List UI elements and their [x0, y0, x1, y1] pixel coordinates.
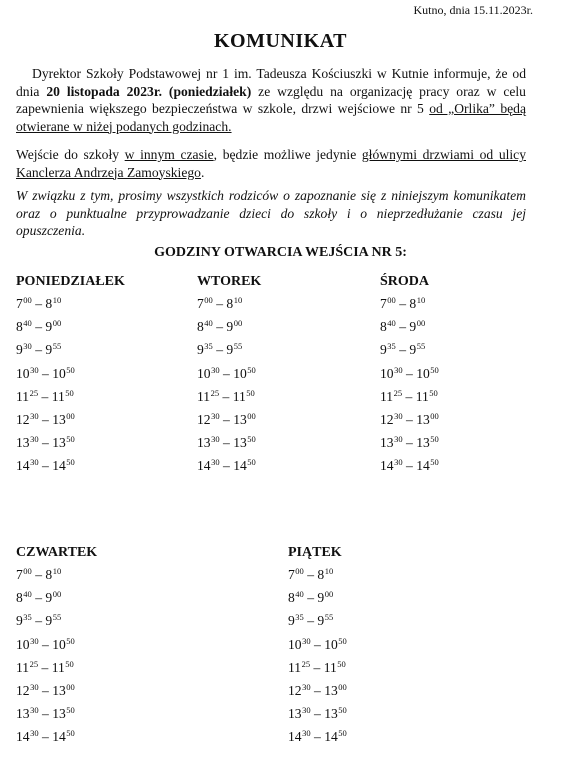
time-dash: –: [31, 319, 46, 335]
end-minute: 00: [52, 589, 62, 600]
end-hour: 8: [45, 296, 53, 311]
end-hour: 8: [409, 296, 417, 311]
time-dash: –: [395, 296, 410, 311]
end-minute: 00: [338, 681, 347, 692]
intro-text-underlined: od „Orlika” będą otwierane w niżej podanych godzinach.: [16, 101, 526, 134]
end-minute: 50: [66, 457, 75, 468]
time-dash: –: [38, 365, 53, 381]
end-hour: 13: [324, 682, 338, 698]
start-hour: 14: [197, 458, 211, 474]
day-column-thursday: [16, 545, 97, 751]
start-minute: 30: [302, 635, 311, 646]
start-minute: 30: [302, 681, 311, 692]
start-hour: 11: [288, 659, 302, 675]
end-minute: 00: [66, 681, 75, 692]
time-slot: [380, 387, 439, 410]
time-dash: –: [310, 706, 325, 722]
time-slot: [197, 410, 261, 433]
day-heading: CZWARTEK: [16, 545, 98, 560]
start-minute: 00: [204, 295, 213, 305]
end-hour: 10: [52, 365, 66, 381]
time-slot: [197, 294, 261, 317]
end-minute: 50: [338, 705, 347, 716]
end-hour: 13: [52, 435, 66, 451]
end-minute: 50: [66, 364, 75, 375]
time-dash: –: [38, 706, 53, 722]
time-slot: [380, 456, 439, 479]
time-slot: [16, 317, 125, 340]
start-hour: 12: [16, 682, 30, 698]
day-heading: ŚRODA: [380, 274, 430, 289]
entrance-text-other-time: w innym czasie: [124, 147, 214, 162]
time-slot: [380, 340, 439, 363]
end-hour: 11: [415, 388, 429, 404]
start-minute: 35: [295, 612, 304, 623]
day-heading: WTOREK: [197, 274, 262, 289]
start-minute: 25: [393, 387, 403, 398]
time-dash: –: [38, 636, 53, 652]
time-dash: –: [402, 435, 417, 451]
end-minute: 50: [338, 728, 347, 739]
start-minute: 30: [211, 364, 220, 375]
start-minute: 35: [204, 341, 213, 352]
time-dash: –: [31, 567, 46, 582]
end-minute: 50: [246, 387, 255, 398]
start-hour: 9: [197, 342, 204, 358]
time-dash: –: [310, 682, 325, 698]
start-minute: 30: [30, 457, 39, 468]
start-hour: 12: [380, 411, 394, 427]
start-hour: 10: [16, 636, 30, 652]
start-hour: 14: [288, 729, 302, 745]
start-minute: 30: [30, 728, 39, 739]
end-hour: 13: [52, 706, 66, 722]
end-hour: 14: [324, 729, 338, 745]
time-dash: –: [38, 729, 53, 745]
time-slot: [380, 410, 439, 433]
end-hour: 11: [232, 388, 246, 404]
time-slot: [288, 727, 347, 750]
time-slot: [16, 456, 125, 479]
start-hour: 9: [380, 342, 387, 358]
start-hour: 7: [16, 567, 23, 582]
time-slot: [197, 456, 261, 479]
start-minute: 25: [29, 658, 39, 669]
time-dash: –: [310, 729, 325, 745]
time-dash: –: [219, 458, 234, 474]
time-slot: [380, 294, 439, 317]
start-hour: 9: [288, 613, 295, 629]
end-hour: 13: [324, 706, 338, 722]
end-minute: 10: [416, 295, 426, 305]
start-minute: 30: [394, 364, 403, 375]
start-minute: 30: [302, 728, 311, 739]
end-minute: 10: [324, 566, 334, 576]
entrance-text-main-door: głównymi drzwiami od ulicy Kanclerza Andrzeja Zamoyskiego: [16, 147, 526, 180]
start-minute: 30: [30, 434, 39, 445]
intro-paragraph: [16, 65, 526, 135]
end-minute: 55: [324, 612, 334, 623]
time-slot: [16, 727, 97, 750]
time-slot: [288, 611, 347, 634]
time-slot: [380, 317, 439, 340]
time-dash: –: [219, 435, 234, 451]
end-hour: 14: [233, 458, 247, 474]
end-hour: 9: [45, 590, 53, 606]
end-minute: 50: [247, 364, 256, 375]
intro-text-a: Dyrektor Szkoły Podstawowej nr 1 im. Tadeusza Kościuszki w Kutnie informuje, że od dnia: [16, 66, 526, 99]
entrance-text-e: .: [200, 164, 205, 180]
start-hour: 12: [16, 411, 30, 427]
end-hour: 8: [317, 567, 325, 582]
time-slot: [16, 658, 97, 681]
time-dash: –: [310, 636, 325, 652]
day-column-friday: [288, 545, 347, 751]
time-slot: [16, 387, 125, 410]
time-slot: [16, 340, 125, 363]
start-hour: 8: [288, 590, 295, 606]
end-hour: 10: [324, 636, 338, 652]
time-dash: –: [395, 342, 410, 358]
end-minute: 50: [247, 457, 256, 468]
start-hour: 12: [288, 682, 302, 698]
start-minute: 30: [23, 341, 32, 352]
start-minute: 25: [210, 387, 220, 398]
end-hour: 13: [416, 435, 430, 451]
end-minute: 50: [430, 434, 439, 445]
day-column-monday: [16, 274, 125, 480]
end-minute: 50: [430, 364, 439, 375]
start-hour: 11: [16, 659, 30, 675]
end-minute: 50: [429, 387, 438, 398]
start-minute: 30: [30, 705, 39, 716]
end-minute: 00: [52, 318, 62, 329]
time-dash: –: [31, 590, 46, 606]
start-minute: 30: [394, 457, 403, 468]
start-minute: 00: [295, 566, 304, 576]
start-hour: 7: [197, 296, 204, 311]
page-title: KOMUNIKAT: [213, 30, 347, 52]
end-minute: 00: [430, 410, 439, 421]
end-hour: 14: [416, 458, 430, 474]
start-hour: 14: [380, 458, 394, 474]
start-minute: 30: [211, 410, 220, 421]
end-minute: 50: [247, 434, 256, 445]
start-hour: 9: [16, 342, 23, 358]
start-hour: 11: [380, 388, 394, 404]
start-hour: 11: [16, 388, 30, 404]
time-dash: –: [38, 411, 53, 427]
time-slot: [380, 433, 439, 456]
entrance-text-a: Wejście do szkoły: [16, 147, 125, 162]
time-dash: –: [212, 296, 227, 311]
day-column-tuesday: [197, 274, 261, 480]
time-dash: –: [402, 411, 417, 427]
start-date-bold: 20 listopada 2023r. (poniedziałek): [46, 83, 252, 99]
end-minute: 10: [233, 295, 243, 305]
start-minute: 25: [301, 658, 311, 669]
end-minute: 50: [337, 658, 346, 669]
time-dash: –: [303, 613, 318, 629]
time-dash: –: [38, 682, 53, 698]
time-slot: [197, 433, 261, 456]
end-minute: 10: [52, 566, 62, 576]
time-dash: –: [31, 342, 46, 358]
time-slot: [16, 410, 125, 433]
time-dash: –: [219, 388, 233, 404]
time-dash: –: [402, 458, 417, 474]
start-hour: 14: [16, 458, 30, 474]
start-hour: 13: [16, 706, 30, 722]
end-minute: 55: [52, 341, 62, 352]
end-minute: 50: [65, 658, 74, 669]
end-minute: 00: [233, 318, 243, 329]
end-hour: 10: [233, 365, 247, 381]
end-hour: 13: [416, 411, 430, 427]
start-minute: 30: [302, 705, 311, 716]
time-slot: [16, 364, 125, 387]
time-slot: [197, 317, 261, 340]
start-minute: 00: [387, 295, 396, 305]
time-dash: –: [303, 590, 318, 606]
day-column-wednesday: [380, 274, 439, 480]
time-dash: –: [310, 659, 324, 675]
start-minute: 40: [23, 318, 32, 329]
time-slot: [16, 588, 97, 611]
start-hour: 12: [197, 411, 211, 427]
end-hour: 13: [52, 411, 66, 427]
end-hour: 9: [317, 590, 325, 606]
end-minute: 50: [66, 434, 75, 445]
time-slot: [16, 294, 125, 317]
end-hour: 9: [45, 319, 53, 335]
time-slot: [197, 364, 261, 387]
start-minute: 40: [295, 589, 304, 600]
start-hour: 8: [197, 319, 204, 335]
day-heading: PIĄTEK: [288, 545, 342, 560]
end-hour: 9: [45, 342, 53, 358]
start-hour: 7: [16, 296, 23, 311]
time-slot: [197, 387, 261, 410]
start-minute: 30: [394, 434, 403, 445]
start-minute: 40: [387, 318, 396, 329]
end-hour: 9: [409, 319, 417, 335]
end-minute: 50: [66, 635, 75, 646]
request-paragraph: W związku z tym, prosimy wszystkich rodziców o zapoznanie się z niniejszym komunikatem oraz o punktualne przyprowadzanie dzieci do szkoły i o nieprzedłużanie czasu jej opuszczenia.: [16, 188, 526, 238]
end-minute: 55: [233, 341, 243, 352]
start-hour: 7: [288, 567, 295, 582]
start-hour: 8: [16, 319, 23, 335]
start-hour: 13: [288, 706, 302, 722]
end-hour: 14: [52, 729, 66, 745]
time-dash: –: [395, 319, 410, 335]
end-minute: 50: [65, 387, 74, 398]
end-hour: 10: [52, 636, 66, 652]
end-hour: 9: [226, 319, 234, 335]
time-slot: [288, 635, 347, 658]
end-minute: 55: [52, 612, 62, 623]
time-slot: [288, 681, 347, 704]
time-slot: [288, 658, 347, 681]
time-dash: –: [402, 388, 416, 404]
start-minute: 25: [29, 387, 39, 398]
end-minute: 00: [66, 410, 75, 421]
start-minute: 00: [23, 295, 32, 305]
start-hour: 10: [197, 365, 211, 381]
end-hour: 11: [323, 659, 337, 675]
end-hour: 8: [45, 567, 53, 582]
start-hour: 9: [16, 613, 23, 629]
end-hour: 13: [52, 682, 66, 698]
end-minute: 50: [66, 705, 75, 716]
start-minute: 30: [30, 635, 39, 646]
end-hour: 13: [233, 411, 247, 427]
start-hour: 10: [380, 365, 394, 381]
end-hour: 9: [317, 613, 325, 629]
start-minute: 30: [30, 410, 39, 421]
end-minute: 50: [430, 457, 439, 468]
time-dash: –: [219, 411, 234, 427]
time-dash: –: [402, 365, 417, 381]
time-dash: –: [212, 342, 227, 358]
start-hour: 8: [380, 319, 387, 335]
schedule-title: GODZINY OTWARCIA WEJŚCIA NR 5:: [154, 245, 407, 260]
time-slot: [16, 681, 97, 704]
end-hour: 9: [226, 342, 234, 358]
start-hour: 14: [16, 729, 30, 745]
time-dash: –: [219, 365, 234, 381]
end-hour: 9: [409, 342, 417, 358]
time-slot: [16, 565, 97, 588]
time-dash: –: [303, 567, 318, 582]
entrance-paragraph: [16, 146, 526, 181]
end-minute: 00: [324, 589, 334, 600]
end-hour: 10: [416, 365, 430, 381]
end-minute: 10: [52, 295, 62, 305]
start-minute: 40: [23, 589, 32, 600]
start-hour: 13: [197, 435, 211, 451]
start-minute: 35: [23, 612, 32, 623]
time-slot: [288, 565, 347, 588]
start-minute: 30: [394, 410, 403, 421]
time-slot: [16, 635, 97, 658]
end-hour: 11: [51, 659, 65, 675]
time-slot: [197, 340, 261, 363]
end-hour: 14: [52, 458, 66, 474]
time-dash: –: [31, 296, 46, 311]
end-minute: 55: [416, 341, 426, 352]
time-dash: –: [31, 613, 46, 629]
start-minute: 35: [387, 341, 396, 352]
time-slot: [380, 364, 439, 387]
time-dash: –: [38, 659, 52, 675]
start-minute: 30: [30, 681, 39, 692]
end-minute: 00: [416, 318, 426, 329]
day-heading: PONIEDZIAŁEK: [16, 274, 125, 289]
time-dash: –: [38, 458, 53, 474]
start-minute: 00: [23, 566, 32, 576]
start-minute: 30: [30, 364, 39, 375]
time-dash: –: [38, 388, 52, 404]
start-hour: 10: [16, 365, 30, 381]
end-hour: 8: [226, 296, 234, 311]
time-slot: [16, 704, 97, 727]
date-line: Kutno, dnia 15.11.2023r.: [413, 3, 533, 17]
start-minute: 30: [211, 434, 220, 445]
time-slot: [16, 433, 125, 456]
time-slot: [288, 704, 347, 727]
time-slot: [16, 611, 97, 634]
start-hour: 7: [380, 296, 387, 311]
end-minute: 50: [66, 728, 75, 739]
start-hour: 10: [288, 636, 302, 652]
time-dash: –: [212, 319, 227, 335]
start-minute: 40: [204, 318, 213, 329]
time-dash: –: [38, 435, 53, 451]
end-minute: 00: [247, 410, 256, 421]
intro-text-c: ze względu na organizację pracy oraz w celu zapewnienia większego bezpieczeństwa w szkole, drzwi wejściowe nr 5: [16, 83, 526, 116]
start-minute: 30: [211, 457, 220, 468]
start-hour: 13: [16, 435, 30, 451]
end-minute: 50: [338, 635, 347, 646]
time-slot: [288, 588, 347, 611]
end-hour: 11: [51, 388, 65, 404]
start-hour: 11: [197, 388, 211, 404]
start-hour: 8: [16, 590, 23, 606]
start-hour: 13: [380, 435, 394, 451]
end-hour: 13: [233, 435, 247, 451]
entrance-text-c: , będzie możliwe jedynie: [213, 147, 362, 162]
end-hour: 9: [45, 613, 53, 629]
